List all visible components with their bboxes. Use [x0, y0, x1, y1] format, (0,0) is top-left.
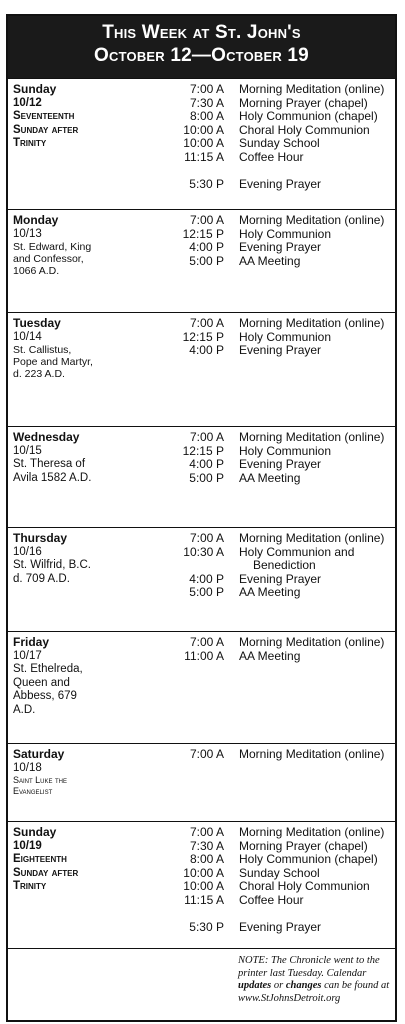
event-name: AA Meeting [239, 253, 301, 268]
event-row [8, 255, 395, 269]
saint-line: Seventeenth [13, 110, 75, 122]
event-name: Morning Meditation (online) [239, 531, 385, 545]
event-row [8, 151, 395, 165]
event-row [8, 880, 395, 894]
saint-line: Queen and [13, 676, 70, 689]
event-time: 10:30 A [183, 544, 224, 559]
event-row [8, 573, 395, 587]
event-row [8, 559, 395, 573]
event-name: Holy Communion (chapel) [239, 852, 378, 866]
event-time: 10:00 A [183, 879, 224, 893]
saint-line: Evangelist [13, 785, 53, 796]
event-row [8, 124, 395, 138]
event-time: 11:00 A [184, 648, 224, 663]
event-name: Benediction [253, 558, 316, 572]
event-row [8, 344, 395, 358]
event-name: Coffee Hour [239, 892, 304, 907]
event-time: 5:00 P [189, 253, 224, 268]
day-date: 10/17 [13, 649, 42, 662]
event-row [8, 137, 395, 151]
event-name: Morning Meditation (online) [239, 82, 385, 96]
event-time: 10:00 A [183, 122, 224, 137]
event-name: Choral Holy Communion [239, 879, 370, 893]
event-time: 5:00 P [189, 585, 224, 599]
saint-line: and Confessor, [13, 253, 84, 265]
event-name: Evening Prayer [239, 571, 322, 586]
event-row [8, 431, 395, 445]
event-row [8, 867, 395, 881]
event-time: 10:00 A [183, 865, 224, 880]
event-time: 12:15 P [182, 443, 224, 458]
event-name: Choral Holy Communion [239, 122, 370, 137]
saint-line: d. 223 A.D. [13, 368, 65, 380]
event-name: AA Meeting [239, 585, 301, 599]
saint-line: Abbess, 679 [13, 690, 77, 702]
event-name: Morning Meditation (online) [239, 430, 385, 444]
event-row [8, 110, 395, 124]
event-row [8, 83, 395, 97]
event-time: 8:00 A [189, 852, 224, 866]
note-text: or [271, 980, 286, 991]
event-time: 12:15 P [182, 329, 224, 344]
note-text: can be found at www.StJohnsDetroit.org [238, 980, 390, 1004]
event-row [8, 586, 395, 600]
event-time: 10:00 A [183, 136, 224, 150]
day-name: Thursday [13, 531, 68, 545]
event-name: Morning Meditation (online) [239, 213, 385, 227]
event-row [8, 331, 395, 345]
event-time: 12:15 P [182, 226, 224, 241]
saint-line: Trinity [13, 137, 47, 149]
event-row [8, 921, 395, 935]
event-row [8, 826, 395, 840]
event-row [8, 472, 395, 486]
event-name: Sunday School [239, 136, 320, 150]
event-name: Holy Communion and [239, 544, 355, 559]
event-time: 7:30 A [189, 95, 224, 110]
day-date: 10/19 [13, 839, 42, 852]
event-row [8, 748, 395, 762]
day-date: 10/13 [13, 227, 42, 240]
event-row [8, 317, 395, 331]
day-date: 10/12 [13, 96, 42, 109]
event-name: Evening Prayer [239, 176, 322, 191]
event-name: Holy Communion [239, 443, 332, 458]
day-name: Sunday [13, 825, 57, 839]
event-row [8, 214, 395, 228]
event-row [8, 546, 395, 560]
event-time: 5:30 P [189, 919, 224, 934]
event-time: 7:30 A [189, 838, 224, 853]
day-block-friday-1017 [8, 631, 395, 743]
saint-line: 1066 A.D. [13, 265, 60, 277]
event-time: 11:15 A [184, 149, 224, 164]
event-time: 7:00 A [189, 747, 224, 761]
event-time: 7:00 A [189, 825, 224, 839]
event-time: 7:00 A [189, 82, 224, 96]
event-row [8, 853, 395, 867]
event-row [8, 650, 395, 664]
event-name: AA Meeting [239, 470, 301, 485]
note-emphasis: changes [285, 980, 322, 991]
event-time: 4:00 P [189, 343, 224, 357]
day-name: Wednesday [13, 430, 80, 444]
day-block-saturday-1018 [8, 743, 395, 821]
day-date: 10/14 [13, 330, 42, 343]
day-block-sunday-1012 [8, 78, 395, 209]
event-name: Morning Prayer (chapel) [239, 95, 368, 110]
day-date: 10/16 [13, 545, 42, 558]
event-name: Coffee Hour [239, 149, 304, 164]
event-time: 11:15 A [184, 892, 224, 907]
saint-line: St. Callistus, [13, 344, 72, 356]
event-row [8, 532, 395, 546]
header-title: This Week at St. John's [102, 22, 301, 43]
event-name: Holy Communion [239, 329, 332, 344]
event-row [8, 445, 395, 459]
event-time: 4:00 P [189, 457, 224, 471]
saint-line: Saint Luke the [13, 775, 68, 785]
day-block-monday-1013 [8, 209, 395, 312]
day-name: Sunday [13, 82, 57, 96]
saint-line: St. Ethelreda, [13, 663, 83, 675]
event-time: 7:00 A [189, 531, 224, 545]
event-name: Holy Communion (chapel) [239, 109, 378, 123]
saint-line: St. Theresa of [13, 458, 86, 470]
event-row [8, 458, 395, 472]
event-name: Morning Prayer (chapel) [239, 838, 368, 853]
event-time: 7:00 A [189, 635, 224, 649]
day-block-thursday-1016 [8, 527, 395, 631]
event-time: 5:30 P [189, 176, 224, 191]
weekly-calendar-box [6, 14, 397, 1022]
event-name: Sunday School [239, 865, 320, 880]
event-row [8, 840, 395, 854]
day-name: Saturday [13, 747, 65, 761]
saint-line: A.D. [13, 703, 36, 716]
saint-line: d. 709 A.D. [13, 572, 70, 585]
day-name: Friday [13, 635, 50, 649]
day-name: Monday [13, 213, 59, 227]
saint-line: St. Edward, King [13, 241, 92, 253]
event-name: Evening Prayer [239, 457, 322, 471]
event-name: Evening Prayer [239, 343, 322, 357]
day-block-tuesday-1014 [8, 312, 395, 426]
event-time: 5:00 P [189, 470, 224, 485]
event-time: 4:00 P [189, 571, 224, 586]
event-row [8, 241, 395, 255]
event-time: 7:00 A [189, 213, 224, 227]
saint-line: Pope and Martyr, [13, 356, 93, 368]
event-name: Morning Meditation (online) [239, 635, 385, 649]
event-row [8, 636, 395, 650]
day-name: Tuesday [13, 316, 61, 330]
note-emphasis: updates [238, 980, 272, 991]
calendar-header [8, 16, 395, 78]
saint-line: Avila 1582 A.D. [13, 471, 92, 484]
day-date: 10/18 [13, 761, 42, 774]
event-name: Evening Prayer [239, 240, 322, 254]
event-row [8, 228, 395, 242]
event-time: 7:00 A [189, 430, 224, 444]
event-name: Holy Communion [239, 226, 332, 241]
saint-line: Eighteenth [13, 853, 67, 865]
saint-line: Sunday after [13, 123, 79, 136]
day-date: 10/15 [13, 444, 42, 457]
event-row [8, 97, 395, 111]
note-text: NOTE: The Chronicle went to the printer last Tuesday. Calendar [238, 955, 380, 979]
event-name: AA Meeting [239, 648, 301, 663]
event-name: Evening Prayer [239, 919, 322, 934]
day-block-sunday-1019 [8, 821, 395, 948]
note-block [8, 948, 395, 1022]
saint-line: Trinity [13, 880, 47, 892]
event-row [8, 894, 395, 908]
saint-line: Sunday after [13, 866, 79, 879]
event-time: 8:00 A [189, 109, 224, 123]
event-name: Morning Meditation (online) [239, 747, 385, 761]
event-name: Morning Meditation (online) [239, 316, 385, 330]
printer-note [238, 955, 390, 1005]
event-time: 4:00 P [189, 240, 224, 254]
event-row [8, 178, 395, 192]
event-time: 7:00 A [189, 316, 224, 330]
day-block-wednesday-1015 [8, 426, 395, 527]
saint-line: St. Wilfrid, B.C. [13, 559, 91, 571]
header-date-range: October 12—October 19 [94, 45, 309, 66]
event-name: Morning Meditation (online) [239, 825, 385, 839]
